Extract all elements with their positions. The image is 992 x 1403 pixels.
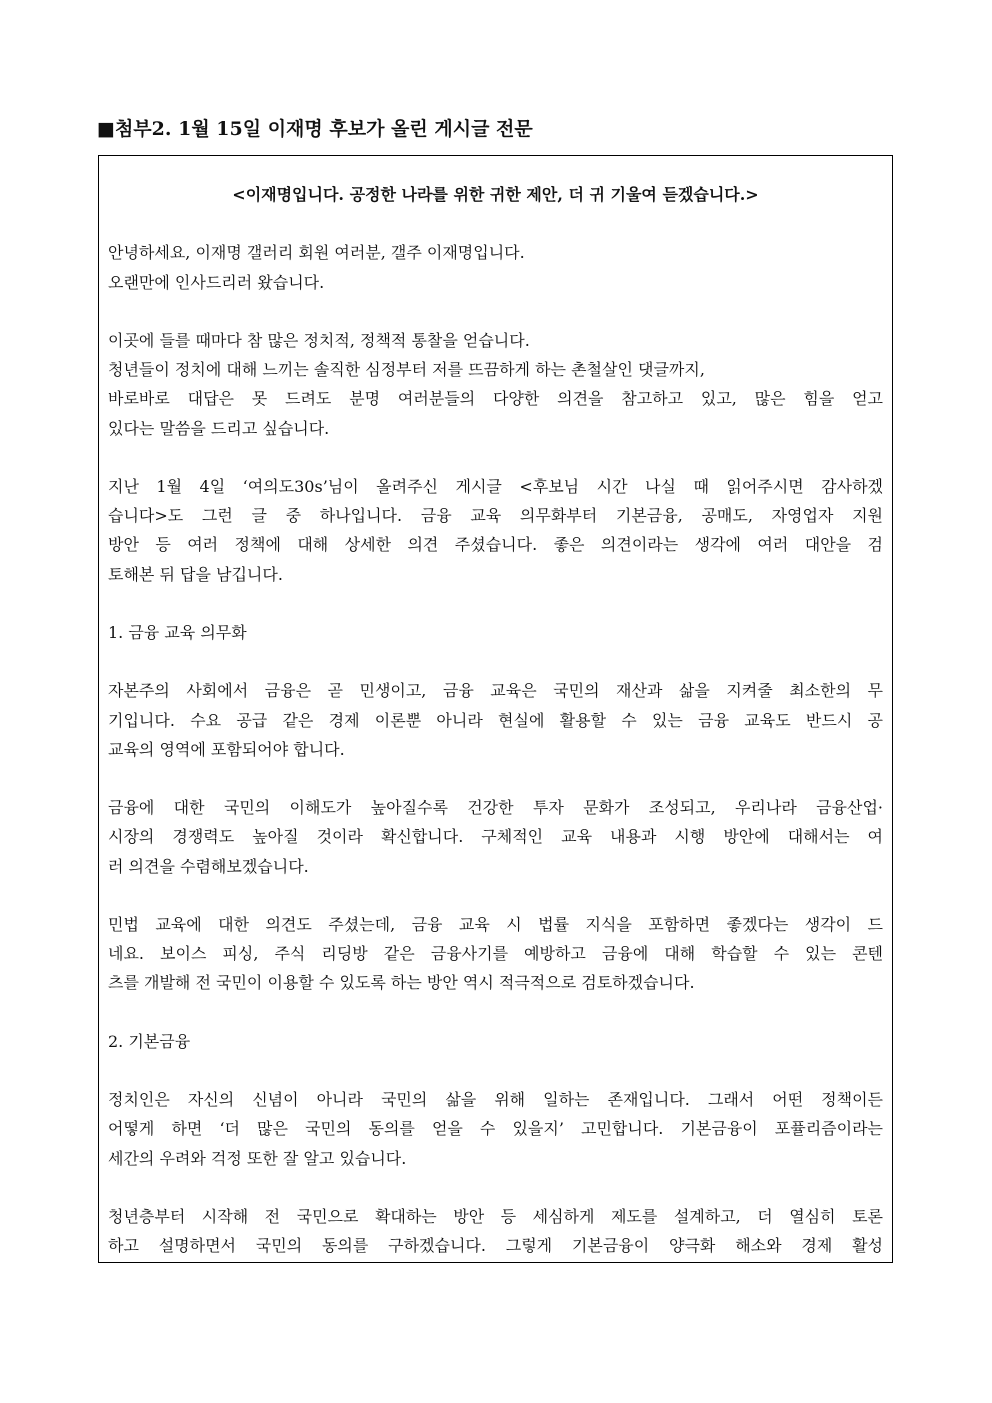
text-line: 시장의 경쟁력도 높아질 것이라 확신합니다. 구체적인 교육 내용과 시행 방안에 대해서는 여 [108, 827, 883, 847]
post-frame [98, 155, 893, 1263]
post-body [108, 180, 883, 1260]
spacer [108, 647, 883, 676]
text-line: 어떻게 하면 ‘더 많은 국민의 동의를 얻을 수 있을지’ 고민합니다. 기본금융이 포퓰리즘이라는 [108, 1119, 883, 1139]
text-line: 이곳에 들를 때마다 참 많은 정치적, 정책적 통찰을 얻습니다. [108, 330, 530, 350]
text-line: 정치인은 자신의 신념이 아니라 국민의 삶을 위해 일하는 존재입니다. 그래서 어떤 정책이든 [108, 1090, 883, 1110]
text-line: 금융에 대한 국민의 이해도가 높아질수록 건강한 투자 문화가 조성되고, 우리나라 금융산업· [108, 798, 883, 818]
spacer [108, 1173, 883, 1202]
paragraph-civil-law [108, 910, 883, 998]
text-line: 있다는 말씀을 드리고 싶습니다. [108, 418, 330, 438]
text-line: 2. 기본금융 [108, 1031, 191, 1051]
text-line: 토해본 뒤 답을 남깁니다. [108, 564, 283, 584]
text-line: 세간의 우려와 걱정 또한 잘 알고 있습니다. [108, 1148, 407, 1168]
spacer [108, 764, 883, 793]
spacer [108, 881, 883, 910]
text-line: 청년들이 정치에 대해 느끼는 솔직한 심정부터 저를 뜨끔하게 하는 촌철살인 댓글까지, [108, 360, 705, 380]
text-line: 교육의 영역에 포함되어야 합니다. [108, 739, 345, 759]
text-line: 자본주의 사회에서 금융은 곧 민생이고, 금융 교육은 국민의 재산과 삶을 지켜줄 최소한의 무 [108, 681, 883, 701]
spacer [108, 1056, 883, 1085]
paragraph-capitalism [108, 676, 883, 764]
spacer [108, 998, 883, 1027]
post-title: <이재명입니다. 공정한 나라를 위한 귀한 제안, 더 귀 기울여 듣겠습니다.> [232, 185, 759, 204]
text-line: 네요. 보이스 피싱, 주식 리딩방 같은 금융사기를 예방하고 금융에 대해 학습할 수 있는 콘텐 [108, 944, 883, 964]
section-title-financial-education [108, 618, 883, 647]
text-line: 습니다>도 그런 글 중 하나입니다. 금융 교육 의무화부터 기본금융, 공매도, 자영업자 지원 [108, 506, 883, 526]
section-title-basic-finance [108, 1027, 883, 1056]
text-line: 방안 등 여러 정책에 대해 상세한 의견 주셨습니다. 좋은 의견이라는 생각에 여러 대안을 검 [108, 535, 883, 555]
text-line: 츠를 개발해 전 국민이 이용할 수 있도록 하는 방안 역시 적극적으로 검토하겠습니다. [108, 973, 695, 993]
paragraph-reference [108, 472, 883, 589]
text-line: 러 의견을 수렴해보겠습니다. [108, 856, 309, 876]
spacer [108, 297, 883, 326]
paragraph-understanding [108, 793, 883, 881]
text-line: 안녕하세요, 이재명 갤러리 회원 여러분, 갤주 이재명입니다. [108, 243, 525, 263]
paragraph-greeting [108, 238, 883, 296]
spacer [108, 589, 883, 618]
text-line: 하고 설명하면서 국민의 동의를 구하겠습니다. 그렇게 기본금융이 양극화 해소와 경제 활성 [108, 1236, 883, 1256]
text-line: 민법 교육에 대한 의견도 주셨는데, 금융 교육 시 법률 지식을 포함하면 좋겠다는 생각이 드 [108, 914, 883, 934]
spacer [108, 209, 883, 238]
spacer [108, 443, 883, 472]
text-line: 오랜만에 인사드리러 왔습니다. [108, 272, 325, 292]
paragraph-insight [108, 326, 883, 443]
text-line: 지난 1월 4일 ‘여의도30s’님이 올려주신 게시글 <후보님 시간 나실 때 읽어주시면 감사하겠 [108, 476, 883, 496]
text-line: 바로바로 대답은 못 드려도 분명 여러분들의 다양한 의견을 참고하고 있고, 많은 힘을 얻고 [108, 389, 883, 409]
paragraph-youth-expansion [108, 1202, 883, 1260]
text-line: 청년층부터 시작해 전 국민으로 확대하는 방안 등 세심하게 제도를 설계하고, 더 열심히 토론 [108, 1206, 883, 1226]
paragraph-politician [108, 1085, 883, 1173]
attachment-heading: ■첨부2. 1월 15일 이재명 후보가 올린 게시글 전문 [97, 118, 533, 140]
text-line: 1. 금융 교육 의무화 [108, 622, 247, 642]
text-line: 기입니다. 수요 공급 같은 경제 이론뿐 아니라 현실에 활용할 수 있는 금융 교육도 반드시 공 [108, 710, 883, 730]
